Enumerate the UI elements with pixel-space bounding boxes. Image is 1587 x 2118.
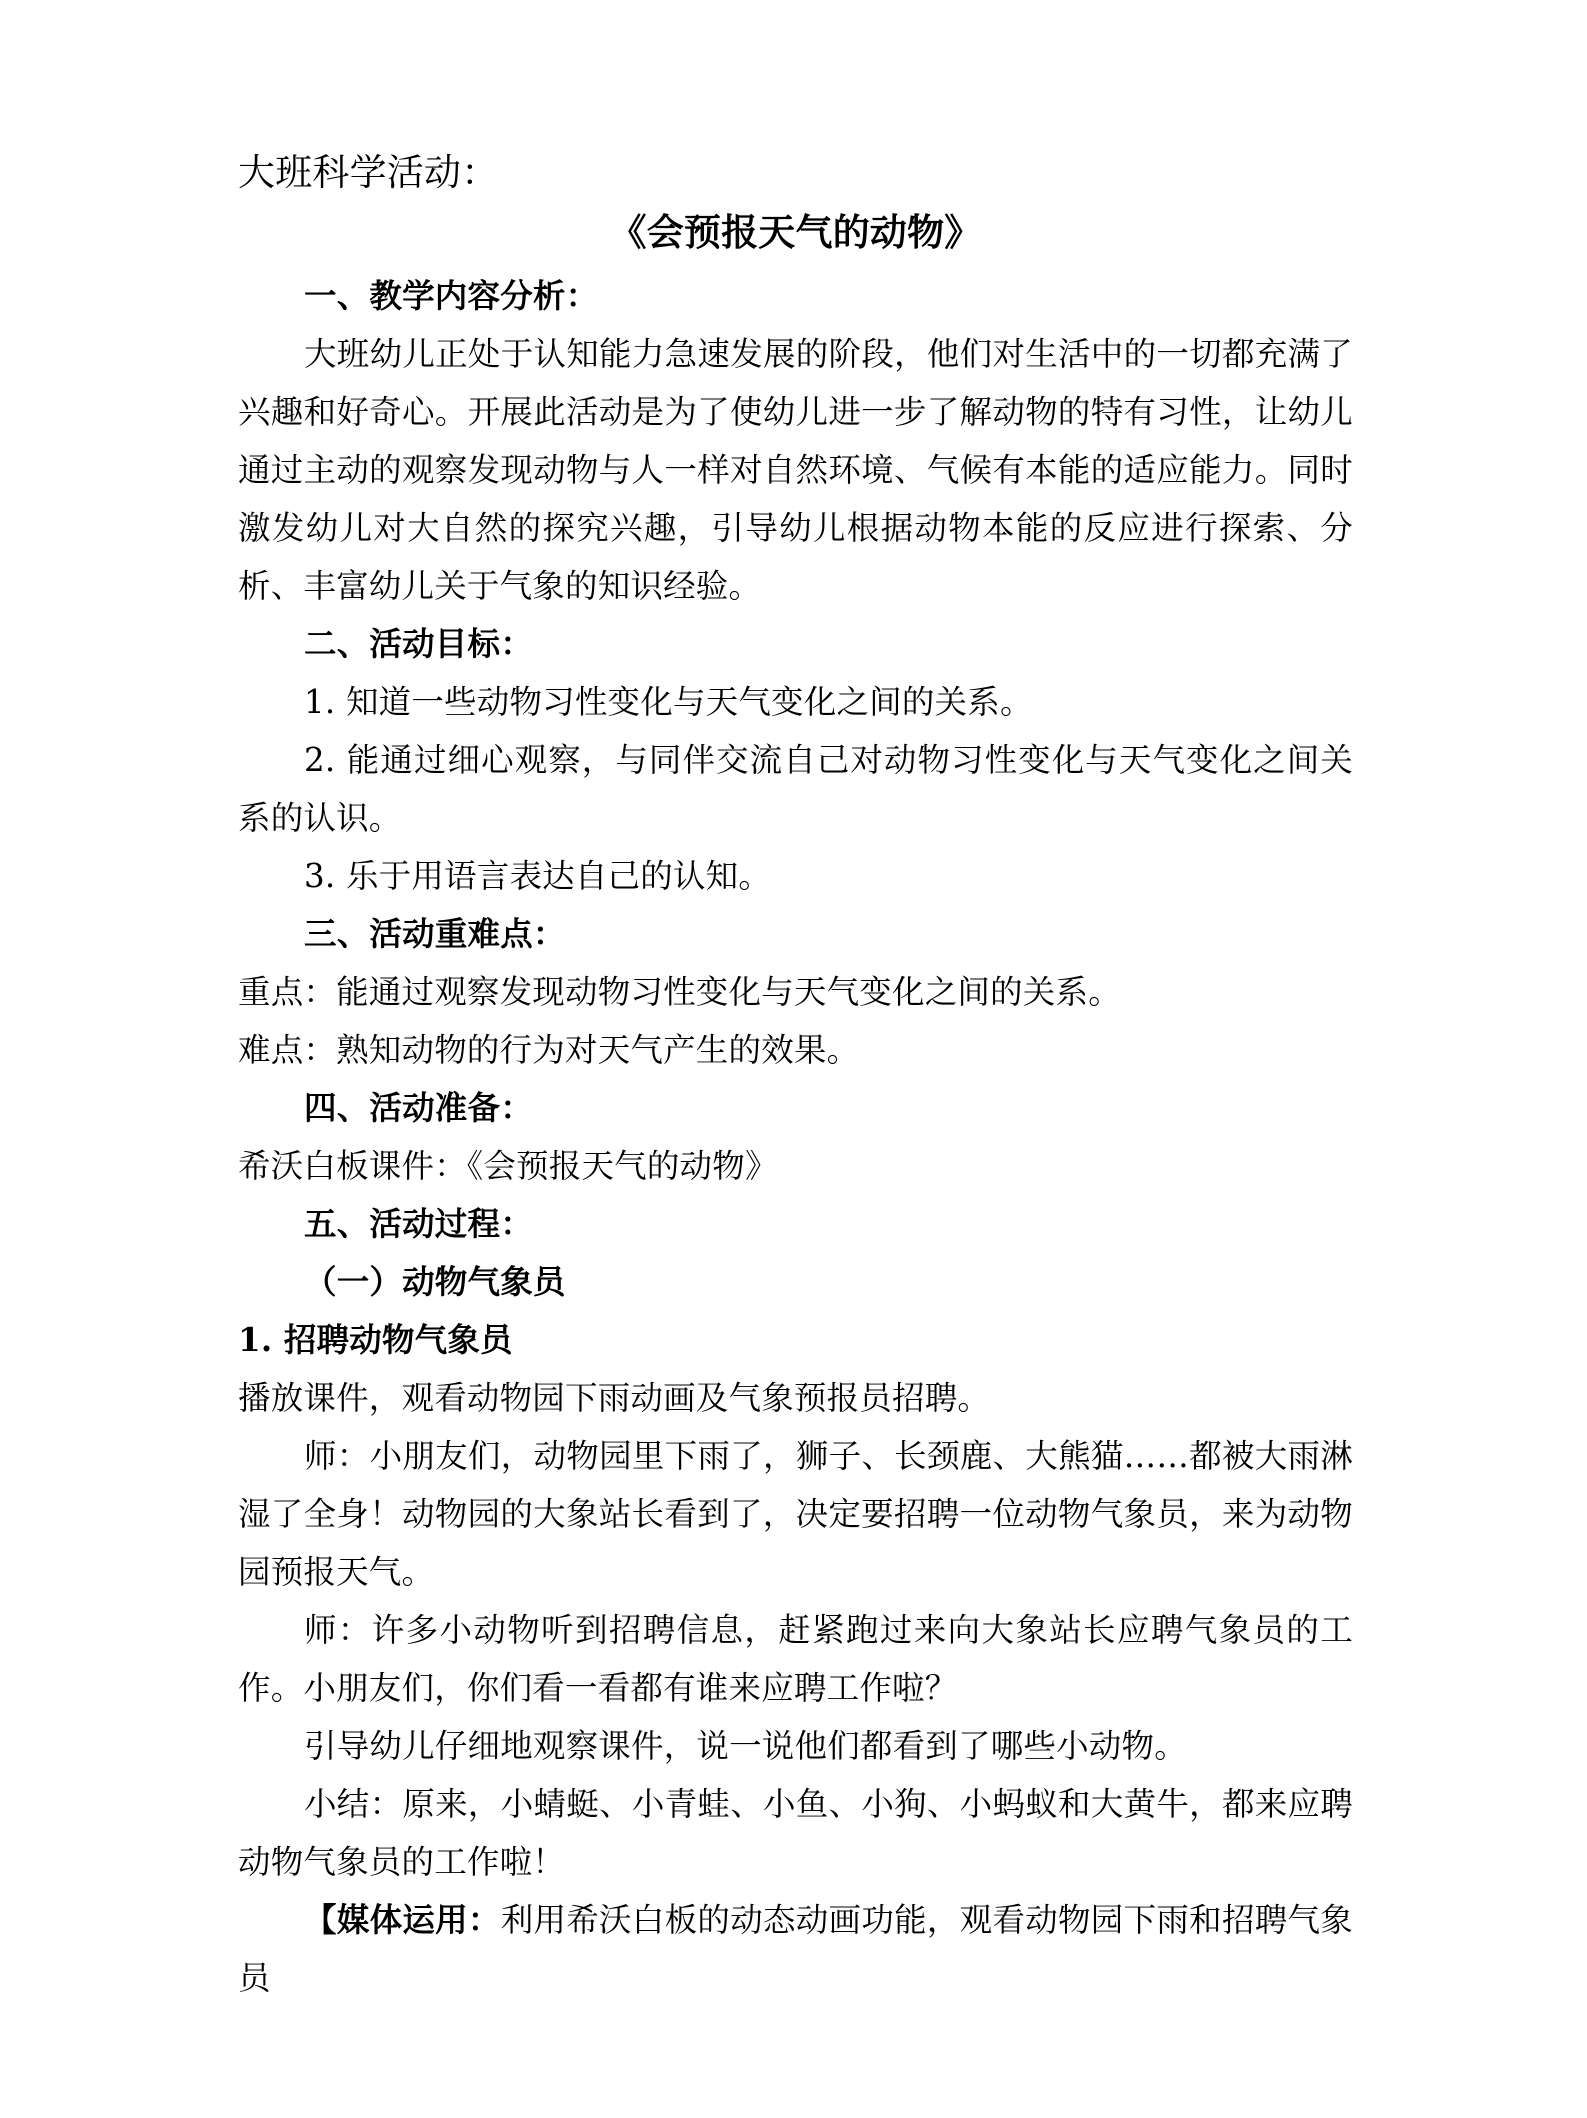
objective-item-1: 1. 知道一些动物习性变化与天气变化之间的关系。 (304, 683, 1033, 721)
process-play-courseware-line: 播放课件，观看动物园下雨动画及气象预报员招聘。 (238, 1379, 991, 1417)
page-title: 大班科学活动： (238, 151, 499, 194)
section-heading-objectives: 二、活动目标： (304, 624, 533, 663)
key-point-difficulty: 难点：熟知动物的行为对天气产生的效果。 (238, 1031, 860, 1069)
paragraph-content-analysis: 大班幼儿正处于认知能力急速发展的阶段，他们对生活中的一切都充满了兴趣和好奇心。开展此活动是为了使幼儿进一步了解动物的特有习性，让幼儿通过主动的观察发现动物与人一样对自然环境、气候有本能的适应能力。同时激发幼儿对大自然的探究兴趣，引导幼儿根据动物本能的反应进行探索、分析、丰富幼儿关于气象的知识经验。 (238, 335, 1353, 605)
preparation-item: 希沃白板课件：《会预报天气的动物》 (238, 1147, 778, 1185)
media-usage-note (238, 1891, 1353, 2007)
objective-item-3: 3. 乐于用语言表达自己的认知。 (304, 857, 772, 895)
section-heading-key-points: 三、活动重难点： (304, 914, 566, 953)
section-heading-preparation: 四、活动准备： (304, 1088, 533, 1127)
media-usage-label: 【媒体运用： (304, 1900, 501, 1939)
process-step-1-heading: 1. 招聘动物气象员 (238, 1320, 513, 1359)
document-body (238, 145, 1353, 2007)
media-usage-text: 利用希沃白板的动态动画功能，观看动物园下雨和招聘气象员 (238, 1901, 1353, 1997)
teacher-dialogue-2: 师：许多小动物听到招聘信息，赶紧跑过来向大象站长应聘气象员的工作。小朋友们，你们看一看都有谁来应聘工作啦？ (238, 1611, 1353, 1707)
section-heading-content-analysis: 一、教学内容分析： (304, 276, 599, 315)
guide-observation-line: 引导幼儿仔细地观察课件，说一说他们都看到了哪些小动物。 (304, 1727, 1187, 1765)
objective-item-2: 2. 能通过细心观察，与同伴交流自己对动物习性变化与天气变化之间关系的认识。 (238, 741, 1353, 837)
summary-line: 小结：原来，小蜻蜓、小青蛙、小鱼、小狗、小蚂蚁和大黄牛，都来应聘动物气象员的工作啦！ (238, 1785, 1353, 1881)
section-heading-process: 五、活动过程： (304, 1204, 533, 1243)
key-point-focus: 重点：能通过观察发现动物习性变化与天气变化之间的关系。 (238, 973, 1121, 1011)
document-subtitle: 《会预报天气的动物》 (609, 210, 982, 254)
process-subheading-weather-reporter: （一）动物气象员 (304, 1262, 566, 1301)
teacher-dialogue-1: 师：小朋友们，动物园里下雨了，狮子、长颈鹿、大熊猫……都被大雨淋湿了全身！动物园的大象站长看到了，决定要招聘一位动物气象员，来为动物园预报天气。 (238, 1437, 1353, 1591)
